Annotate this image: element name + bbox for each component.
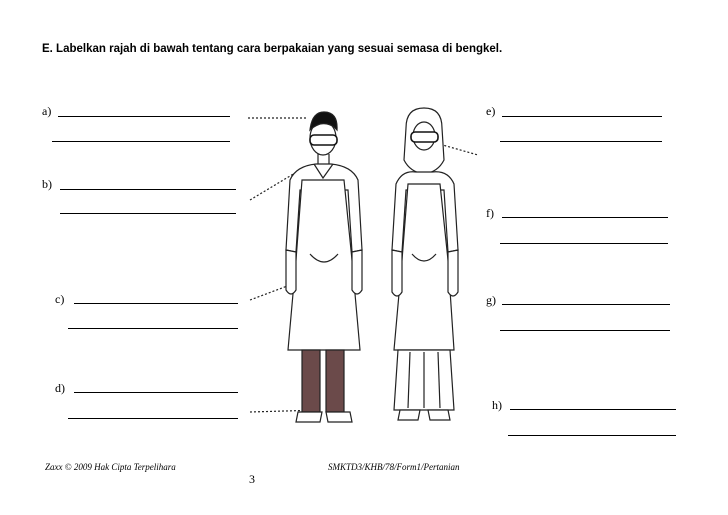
label-g: g) — [486, 293, 496, 307]
answer-line-a1[interactable] — [58, 116, 230, 117]
answer-line-g1[interactable] — [502, 304, 670, 305]
answer-line-d2[interactable] — [68, 418, 238, 419]
answer-line-f2[interactable] — [500, 243, 668, 244]
female-figure — [392, 108, 458, 420]
workshop-attire-illustration — [230, 80, 490, 430]
answer-line-b1[interactable] — [60, 189, 236, 190]
answer-line-e2[interactable] — [500, 141, 662, 142]
answer-line-e1[interactable] — [502, 116, 662, 117]
goggles-icon — [310, 135, 337, 145]
answer-line-a2[interactable] — [52, 141, 230, 142]
footer-copyright: Zaxx © 2009 Hak Cipta Terpelihara — [45, 462, 176, 472]
label-h: h) — [492, 398, 502, 412]
footer-code: SMKTD3/KHB/78/Form1/Pertanian — [328, 462, 460, 472]
answer-line-c1[interactable] — [74, 303, 238, 304]
answer-line-b2[interactable] — [60, 213, 236, 214]
label-e: e) — [486, 104, 496, 118]
answer-line-g2[interactable] — [500, 330, 670, 331]
male-figure — [286, 112, 362, 422]
label-f: f) — [486, 206, 494, 220]
answer-line-f1[interactable] — [502, 217, 668, 218]
label-d: d) — [55, 381, 65, 395]
question-heading: E. Labelkan rajah di bawah tentang cara berpakaian yang sesuai semasa di bengkel. — [42, 43, 503, 55]
answer-line-d1[interactable] — [74, 392, 238, 393]
label-a: a) — [42, 104, 52, 118]
page-number: 3 — [249, 472, 255, 486]
label-c: c) — [55, 292, 65, 306]
answer-line-h2[interactable] — [508, 435, 676, 436]
answer-line-h1[interactable] — [510, 409, 676, 410]
answer-line-c2[interactable] — [68, 328, 238, 329]
pointer-line — [250, 285, 290, 300]
label-b: b) — [42, 177, 52, 191]
goggles-icon — [411, 132, 438, 142]
